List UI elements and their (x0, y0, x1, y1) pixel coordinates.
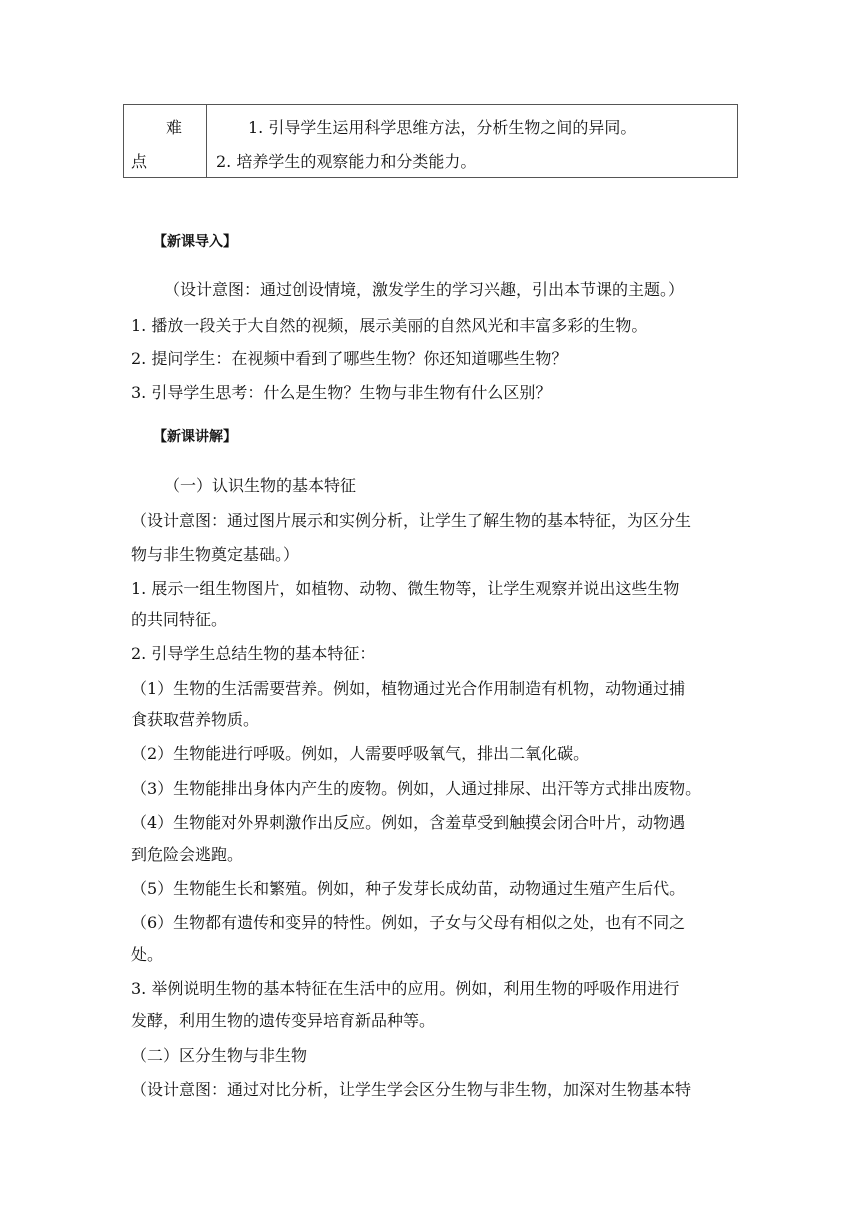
difficulty-table (123, 104, 738, 178)
body-line: （2）生物能进行呼吸。例如，人需要呼吸氧气，排出二氧化碳。 (131, 744, 590, 763)
body-line: 发酵，利用生物的遗传变异培育新品种等。 (131, 1011, 436, 1030)
intro-item-1: 1. 播放一段关于大自然的视频，展示美丽的自然风光和丰富多彩的生物。 (131, 316, 648, 335)
body-line: 的共同特征。 (131, 610, 228, 629)
part1-title: （一）认识生物的基本特征 (164, 476, 357, 495)
body-line: （1）生物的生活需要营养。例如，植物通过光合作用制造有机物，动物通过捕 (131, 679, 686, 698)
body-line: 到危险会逃跑。 (131, 845, 244, 864)
table-header-char-2: 点 (131, 152, 148, 171)
body-line: （4）生物能对外界刺激作出反应。例如，含羞草受到触摸会闭合叶片，动物遇 (131, 813, 686, 832)
body-line: 处。 (131, 945, 164, 964)
table-cell-line-1: 1. 引导学生运用科学思维方法，分析生物之间的异同。 (248, 118, 637, 137)
intro-item-2: 2. 提问学生：在视频中看到了哪些生物？你还知道哪些生物？ (131, 349, 568, 368)
body-line: （3）生物能排出身体内产生的废物。例如，人通过排尿、出汗等方式排出废物。 (131, 779, 702, 798)
part1-design-line-2: 物与非生物奠定基础。） (131, 545, 300, 564)
lecture-heading: 【新课讲解】 (153, 429, 237, 445)
body-line: 1. 展示一组生物图片，如植物、动物、微生物等，让学生观察并说出这些生物 (131, 579, 680, 598)
part2-title: （二）区分生物与非生物 (131, 1046, 308, 1065)
body-line: （6）生物都有遗传和变异的特性。例如，子女与父母有相似之处，也有不同之 (131, 913, 686, 932)
table-cell-line-2: 2. 培养学生的观察能力和分类能力。 (216, 152, 477, 171)
part2-design-line-1: （设计意图：通过对比分析，让学生学会区分生物与非生物，加深对生物基本特 (131, 1080, 692, 1099)
intro-heading: 【新课导入】 (153, 234, 237, 250)
body-line: 3. 举例说明生物的基本特征在生活中的应用。例如，利用生物的呼吸作用进行 (131, 979, 680, 998)
table-divider (206, 105, 207, 177)
body-line: 食获取营养物质。 (131, 710, 260, 729)
body-line: （5）生物能生长和繁殖。例如，种子发芽长成幼苗，动物通过生殖产生后代。 (131, 879, 686, 898)
part1-design-line-1: （设计意图：通过图片展示和实例分析，让学生了解生物的基本特征，为区分生 (131, 511, 692, 530)
intro-item-3: 3. 引导学生思考：什么是生物？生物与非生物有什么区别？ (131, 383, 552, 402)
intro-design-intent: （设计意图：通过创设情境，激发学生的学习兴趣，引出本节课的主题。） (164, 280, 685, 299)
table-header-char-1: 难 (166, 118, 183, 137)
body-line: 2. 引导学生总结生物的基本特征： (131, 644, 376, 663)
